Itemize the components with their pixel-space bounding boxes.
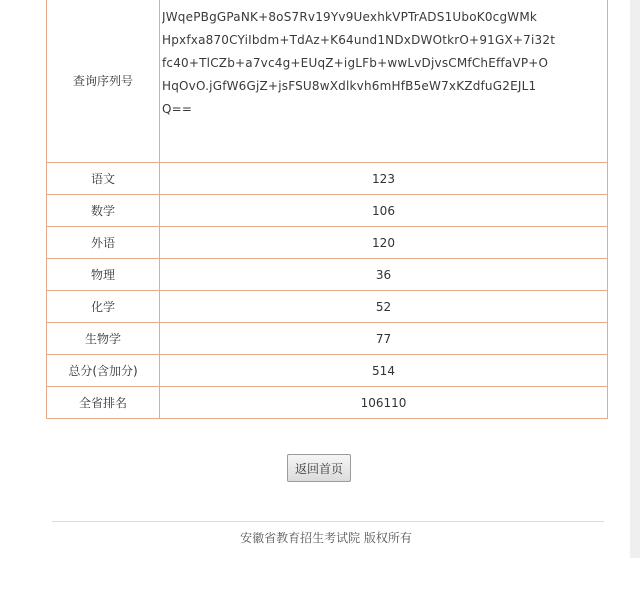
table-row-chemistry	[47, 291, 608, 323]
table-row-foreign-language	[47, 227, 608, 259]
subject-label: 生物学	[47, 323, 160, 355]
rank-label: 全省排名	[47, 387, 160, 419]
table-row-serial	[47, 0, 608, 163]
serial-line: JWqePBgGPaNK+8oS7Rv19Yv9UexhkVPTrADS1UboK0cgWMk	[162, 10, 538, 24]
serial-line: Hpxfxa870CYiIbdm+TdAz+K64und1NDxDWOtkrO+91GX+7i32t	[162, 33, 556, 47]
subject-score: 52	[160, 291, 608, 323]
page-edge-shade	[630, 0, 640, 558]
subject-score: 106	[160, 195, 608, 227]
subject-label: 数学	[47, 195, 160, 227]
subject-label: 语文	[47, 163, 160, 195]
subject-label: 外语	[47, 227, 160, 259]
total-label: 总分(含加分)	[47, 355, 160, 387]
serial-line: Q==	[162, 102, 193, 116]
table-row-total	[47, 355, 608, 387]
footer-divider	[52, 521, 604, 522]
score-table	[46, 0, 608, 419]
table-row-biology	[47, 323, 608, 355]
table-row-physics	[47, 259, 608, 291]
footer-copyright: 安徽省教育招生考试院 版权所有	[240, 531, 412, 545]
serial-value	[160, 0, 608, 163]
subject-score: 36	[160, 259, 608, 291]
serial-label: 查询序列号	[47, 0, 160, 163]
table-row-rank	[47, 387, 608, 419]
rank-value: 106110	[160, 387, 608, 419]
serial-line: HqOvO.jGfW6GjZ+jsFSU8wXdlkvh6mHfB5eW7xKZdfuG2EJL1	[162, 79, 537, 93]
total-score: 514	[160, 355, 608, 387]
table-row-chinese	[47, 163, 608, 195]
subject-score: 120	[160, 227, 608, 259]
subject-label: 物理	[47, 259, 160, 291]
subject-score: 77	[160, 323, 608, 355]
back-to-home-button[interactable]: 返回首页	[287, 454, 351, 482]
subject-label: 化学	[47, 291, 160, 323]
serial-line: fc40+TlCZb+a7vc4g+EUqZ+igLFb+wwLvDjvsCMfChEffaVP+O	[162, 56, 549, 70]
subject-score: 123	[160, 163, 608, 195]
table-row-math	[47, 195, 608, 227]
